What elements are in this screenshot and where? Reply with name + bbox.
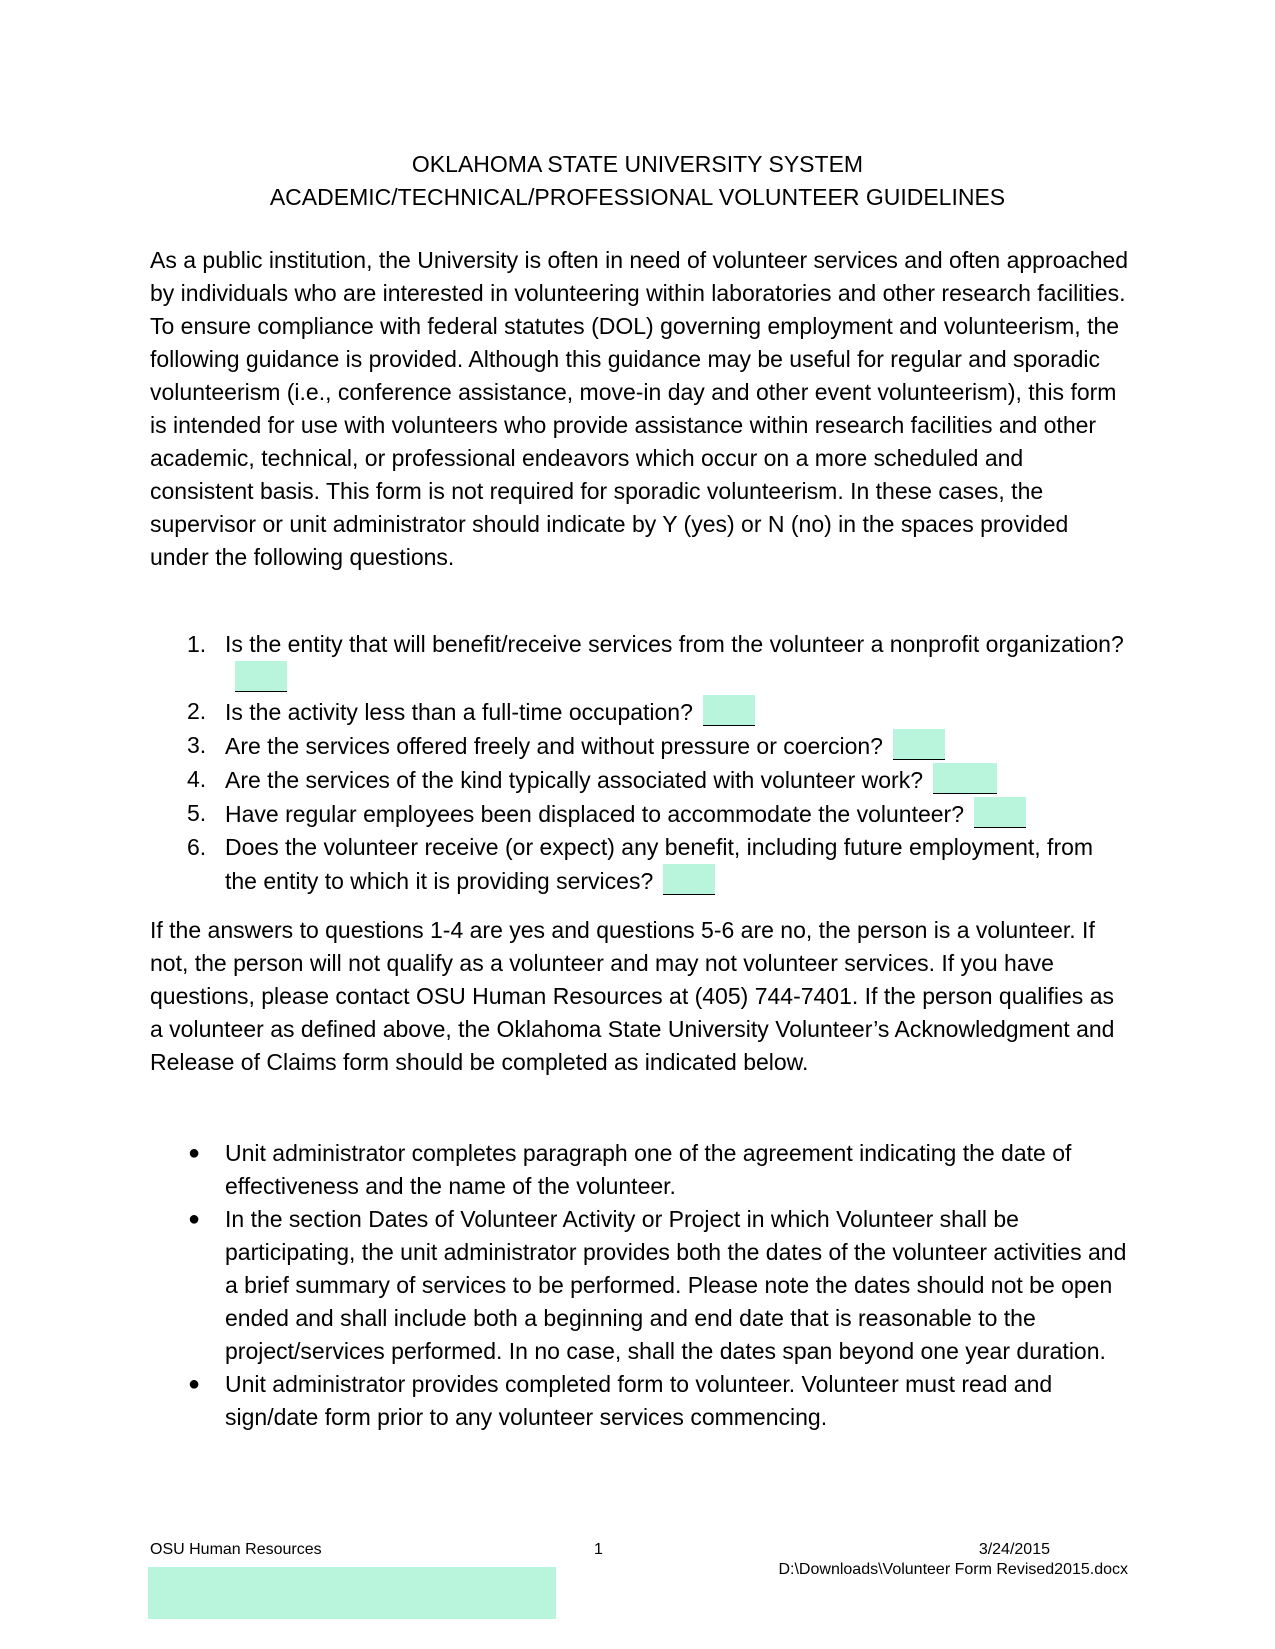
answer-field-3[interactable] (893, 729, 945, 760)
instruction-list (150, 1137, 1130, 1434)
instruction-text: In the section Dates of Volunteer Activity or Project in which Volunteer shall be participating, the unit administrator provides both the dates of the volunteer activities and a brief summary of services to be performed. Please note the dates should not be open ended and shall include both a beginning and end date that is reasonable to the project/services performed. In no case, shall the dates span beyond one year duration. (225, 1206, 1127, 1364)
instruction-item (150, 1203, 1130, 1368)
answer-field-4[interactable] (933, 763, 997, 794)
question-item-1 (150, 628, 1130, 695)
intro-paragraph: As a public institution, the University is often in need of volunteer services and often approached by individuals who are interested in volunteering within laboratories and other research facilities. To ensure compliance with federal statutes (DOL) governing employment and volunteerism, the following guidance is provided. Although this guidance may be useful for regular and sporadic volunteerism (i.e., conference assistance, move-in day and other event volunteerism), this form is intended for use with volunteers who provide assistance within research facilities and other academic, technical, or professional endeavors which occur on a more scheduled and consistent basis. This form is not required for sporadic volunteerism. In these cases, the supervisor or unit administrator should indicate by Y (yes) or N (no) in the spaces provided under the following questions. (150, 247, 1129, 570)
question-item-3 (150, 729, 1130, 763)
answer-field-6[interactable] (663, 864, 715, 895)
title-line-1: OKLAHOMA STATE UNIVERSITY SYSTEM (411, 151, 864, 177)
bullet-icon: ● (188, 1208, 201, 1230)
question-text: Have regular employees been displaced to accommodate the volunteer? (225, 801, 964, 827)
question-number: 5. (187, 800, 207, 826)
bullet-icon: ● (188, 1142, 201, 1164)
question-list (150, 628, 1130, 898)
answer-field-1[interactable] (235, 661, 287, 692)
footer-department: OSU Human Resources (150, 1541, 322, 1558)
instruction-item (150, 1368, 1130, 1434)
question-item-4 (150, 763, 1130, 797)
form-field-box[interactable] (148, 1567, 556, 1619)
question-number: 6. (187, 834, 207, 860)
question-text: Are the services of the kind typically associated with volunteer work? (225, 767, 923, 793)
footer-date: 3/24/2015 (978, 1541, 1050, 1558)
question-number: 1. (187, 631, 207, 657)
answer-field-5[interactable] (974, 797, 1026, 828)
instruction-text: Unit administrator provides completed form to volunteer. Volunteer must read and sign/date form prior to any volunteer services commencing. (225, 1371, 1053, 1430)
answer-field-2[interactable] (703, 695, 755, 726)
title-line-2: ACADEMIC/TECHNICAL/PROFESSIONAL VOLUNTEER GUIDELINES (269, 184, 1006, 210)
question-item-5 (150, 797, 1130, 831)
question-text: Is the activity less than a full-time occupation? (225, 699, 693, 725)
question-number: 3. (187, 732, 207, 758)
instruction-item (150, 1137, 1130, 1203)
question-text: Does the volunteer receive (or expect) any benefit, including future employment, from the entity to which it is providing services? (225, 834, 1094, 894)
instruction-text: Unit administrator completes paragraph one of the agreement indicating the date of effectiveness and the name of the volunteer. (225, 1140, 1072, 1199)
question-number: 2. (187, 698, 207, 724)
footer-page-number: 1 (594, 1541, 603, 1558)
question-text: Are the services offered freely and without pressure or coercion? (225, 733, 883, 759)
footer-file-path: D:\Downloads\Volunteer Form Revised2015.docx (778, 1561, 1128, 1578)
question-text: Is the entity that will benefit/receive services from the volunteer a nonprofit organization? (225, 631, 1124, 657)
question-number: 4. (187, 766, 207, 792)
qualification-paragraph: If the answers to questions 1-4 are yes and questions 5-6 are no, the person is a volunteer. If not, the person will not qualify as a volunteer and may not volunteer services. If you have questions, please contact OSU Human Resources at (405) 744-7401. If the person qualifies as a volunteer as defined above, the Oklahoma State University Volunteer’s Acknowledgment and Release of Claims form should be completed as indicated below. (150, 917, 1115, 1075)
question-item-6 (150, 831, 1130, 898)
question-item-2 (150, 695, 1130, 729)
bullet-icon: ● (188, 1373, 201, 1395)
